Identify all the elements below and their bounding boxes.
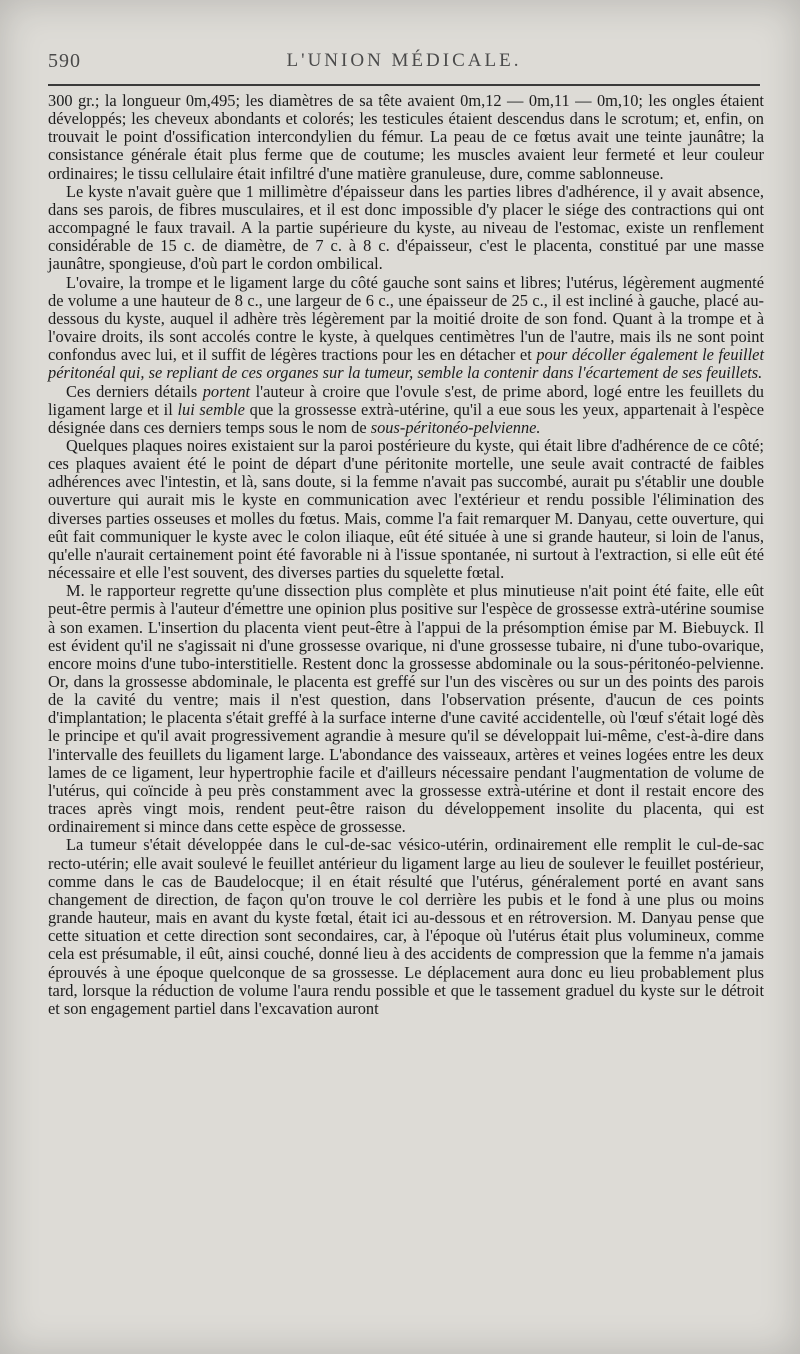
running-title: L'UNION MÉDICALE. (286, 50, 522, 71)
paragraph (48, 383, 764, 437)
paragraph (48, 437, 764, 582)
italic-text: portent (202, 381, 251, 401)
text-run: que la grossesse extrà-utérine, qu'il a eue sous les yeux, appartenait à l'espèce désignée dans ces derniers temps sous le nom de (48, 399, 765, 437)
italic-text: pour décoller également le feuillet péritonéal qui, se repliant de ces organes sur la tumeur, semble la contenir dans l'écartement de ses feuillets. (48, 345, 764, 383)
article-body (48, 92, 764, 1018)
paragraph (48, 274, 764, 383)
text-run: l'auteur à croire que l'ovule s'est, de prime abord, logé entre les feuillets du ligament large et il (48, 381, 764, 419)
text-run: L'ovaire, la trompe et le ligament large du côté gauche sont sains et libres; l'utérus, légèrement augmenté de volume a une hauteur de 8 c., une largeur de 6 c., une épaisseur de 25 c., il est incliné à gauche, placé au-dessous du kyste, auquel il adhère très légèrement par la moitié droite de son fond. Quant à la trompe et à l'ovaire droits, ils sont accolés contre le kyste, à quelques centimètres l'un de l'autre, mais ils ne sont point confondus avec lui, et il suffit de légères tractions pour les en détacher et (48, 272, 764, 365)
paragraph (48, 92, 764, 183)
header-rule (48, 84, 760, 86)
text-run: M. le rapporteur regrette qu'une dissection plus complète et plus minutieuse n'ait point été faite, elle eût peut-être permis à l'auteur d'émettre une opinion plus positive sur l'espèce de grossesse extrà-utérine soumise à son examen. L'insertion du placenta vient peut-être à l'appui de la présomption émise par M. Biebuyck. Il est évident qu'il ne s'agissait ni d'une grossesse ovarique, ni d'une grossesse tubaire, ni d'une tubo-ovarique, encore moins d'une tubo-interstitielle. Restent donc la grossesse abdominale ou la sous-péritonéo-pelvienne. Or, dans la grossesse abdominale, le placenta est greffé sur l'un des viscères ou sur un des points des parois de la cavité du ventre; mais il n'est question, dans l'observation présente, d'aucun de ces points d'implantation; le placenta s'était greffé à la surface interne d'une cavité accidentelle, où l'œuf s'était logé dès le principe et qu'il avait progressivement agrandie à mesure qu'il se développait lui-même, c'est-à-dire dans l'intervalle des feuillets du ligament large. L'abondance des vaisseaux, artères et veines logées entre les deux lames de ce ligament, leur hypertrophie facile et d'ailleurs nécessaire pendant l'augmentation de volume de l'utérus, qui coïncide à peu près constamment avec la grossesse extrà-utérine et dont il restait encore des traces après vingt mois, rendent peut-être raison du développement insolite du placenta, qui est ordinairement si mince dans cette espèce de grossesse. (48, 581, 764, 837)
italic-text: sous-péritonéo-pelvienne. (370, 417, 541, 437)
page-header (48, 44, 760, 80)
text-run: Ces derniers détails (66, 381, 203, 401)
paragraph (48, 183, 764, 274)
paragraph (48, 582, 764, 836)
italic-text: lui semble (177, 399, 245, 419)
page-number: 590 (48, 50, 81, 72)
text-run: Le kyste n'avait guère que 1 millimètre d'épaisseur dans les parties libres d'adhérence, il y avait absence, dans ses parois, de fibres musculaires, et il est donc impossible d'y placer le siége des contractions qui ont accompagné le faux travail. A la partie supérieure du kyste, au niveau de l'estomac, existe un renflement considérable de 15 c. de diamètre, de 7 c. à 8 c. d'épaisseur, c'est le placenta, constitué par une masse jaunâtre, spongieuse, d'où part le cordon ombilical. (48, 181, 764, 274)
text-run: La tumeur s'était développée dans le cul-de-sac vésico-utérin, ordinairement elle remplit le cul-de-sac recto-utérin; elle avait soulevé le feuillet antérieur du ligament large au lieu de soulever le feuillet postérieur, comme dans le cas de Baudelocque; il en était résulté que l'utérus, généralement porté en avant sans changement de direction, de façon qu'on trouve le col derrière les pubis et le fond à une plus ou moins grande hauteur, mais en avant du kyste fœtal, était ici au-dessous et en rétroversion. M. Danyau pense que cette situation et cette direction sont secondaires, car, à l'époque où l'utérus était plus volumineux, comme cela est présumable, il eût, ainsi couché, donné lieu à des accidents de compression que la femme n'a jamais éprouvés à une époque quelconque de sa grossesse. Le déplacement aura donc eu lieu probablement plus tard, lorsque la réduction de volume l'aura rendu possible et que le tassement graduel du kyste sur le détroit et son engagement partiel dans l'excavation auront (48, 835, 764, 1018)
paragraph (48, 836, 764, 1018)
text-run: 300 gr.; la longueur 0m,495; les diamètres de sa tête avaient 0m,12 — 0m,11 — 0m,10; les ongles étaient développés; les cheveux abondants et colorés; les testicules étaient descendus dans le scrotum; et, enfin, on trouvait le point d'ossification intercondylien du fémur. La peau de ce fœtus avait une teinte jaunâtre; la consistance générale était plus ferme que de coutume; les muscles avaient leur fermeté et leur couleur ordinaires; le tissu cellulaire était infiltré d'une matière granuleuse, dure, comme sablonneuse. (48, 91, 764, 183)
text-run: Quelques plaques noires existaient sur la paroi postérieure du kyste, qui était libre d'adhérence de ce côté; ces plaques avaient été le point de départ d'une péritonite mortelle, une seule avait contracté de faibles adhérences avec l'intestin, et là, sans doute, si la femme n'avait pas succombé, aurait pu s'établir une double ouverture qui aurait mis le kyste en communication avec l'extérieur et rendu possible l'élimination des diverses parties osseuses et molles du fœtus. Mais, comme l'a fait remarquer M. Danyau, cette ouverture, qui eût fait communiquer le kyste avec le colon iliaque, eût été située à une si grande hauteur, si loin de l'anus, qu'elle n'aurait certainement point été favorable ni à l'issue spontanée, ni surtout à l'extraction, si elle eût été nécessaire et elle l'est souvent, des diverses parties du squelette fœtal. (48, 435, 764, 583)
